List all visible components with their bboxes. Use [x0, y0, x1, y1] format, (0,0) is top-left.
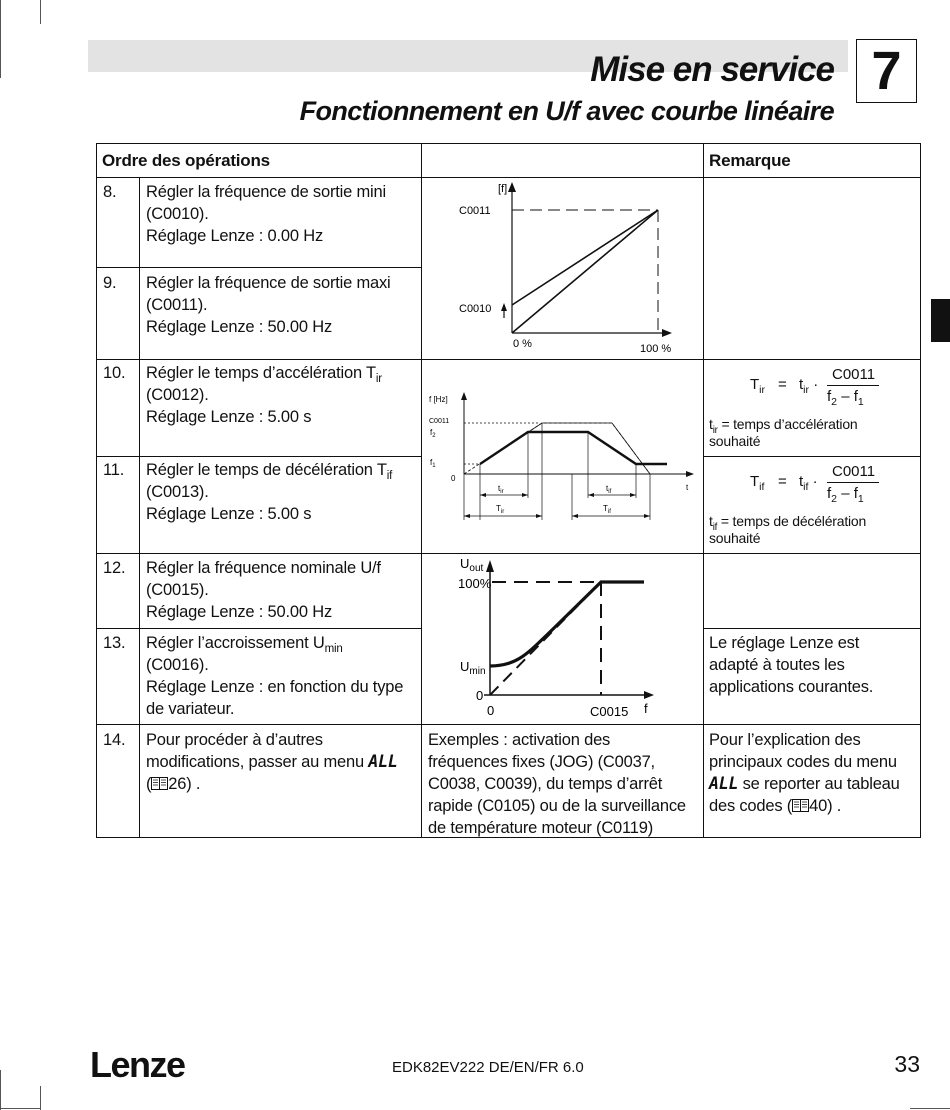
formula-symbol: T — [750, 473, 760, 490]
step-line: (C0010). — [146, 205, 209, 223]
examples-text — [428, 729, 686, 839]
y-axis-arrow — [508, 182, 516, 192]
c0011-label: C0011 — [429, 418, 450, 425]
ramp-ideal — [480, 423, 650, 474]
step-number: 11. — [103, 461, 125, 479]
uf-curve — [490, 582, 644, 666]
arrowhead — [588, 493, 594, 497]
subscript: 2 — [831, 493, 838, 505]
formula-dot: · — [813, 376, 819, 393]
formula-numerator: C0011 — [832, 463, 876, 480]
step-line — [146, 751, 398, 773]
step-text — [146, 557, 381, 623]
subscript: ir — [803, 384, 810, 396]
y-origin-label: 0 — [476, 688, 484, 703]
step-line: (C0013). — [146, 483, 209, 501]
subscript: 2 — [831, 396, 838, 408]
table-border — [139, 177, 140, 838]
step-line: Réglage Lenze : en fonction du type — [146, 678, 404, 696]
Tif-label: $T_{if}$ — [603, 504, 611, 515]
subscript: if — [386, 470, 393, 482]
examples-line: rapide (C0105) ou de la surveillance — [428, 797, 686, 815]
remark-line: Pour l’explication des — [709, 731, 861, 749]
formula-minus: – — [841, 485, 850, 502]
y-axis-label: f [Hz] — [429, 395, 448, 404]
y-axis-label: [f] — [498, 183, 508, 195]
subscript: if — [759, 481, 765, 493]
remark-line: adapté à toutes les — [709, 656, 845, 674]
examples-line: C0038, C0039), du temps d’arrêt — [428, 775, 663, 793]
fraction-bar — [827, 385, 879, 386]
formula-symbol: f — [827, 485, 832, 502]
step-number: 13. — [103, 634, 126, 652]
remark-line: Le réglage Lenze est — [709, 634, 860, 652]
c0011-label: C0011 — [459, 205, 491, 217]
subscript: if — [803, 481, 809, 493]
step-line: Réglage Lenze : 5.00 s — [146, 505, 312, 523]
chapter-number: 7 — [856, 39, 917, 103]
step-line: Réglage Lenze : 5.00 s — [146, 408, 312, 426]
step-line: (C0016). — [146, 656, 209, 674]
menu-code-display: ALL — [709, 774, 739, 793]
document-number: EDK82EV222 DE/EN/FR 6.0 — [392, 1059, 584, 1076]
arrowhead — [480, 493, 486, 497]
arrowhead — [644, 514, 650, 518]
crop-mark — [0, 1108, 40, 1109]
formula-equals: = — [778, 376, 787, 393]
formula-minus: – — [841, 388, 850, 405]
crop-mark — [0, 0, 1, 78]
x-origin-label: 0 — [487, 703, 495, 718]
menu-code-display: ALL — [368, 752, 398, 771]
curve-with-min — [512, 210, 658, 305]
f2-label: $f_2$ — [430, 428, 436, 439]
table-border — [920, 143, 921, 838]
x-axis-arrow — [644, 691, 654, 699]
uf-characteristic-diagram — [422, 554, 703, 724]
step-line: ( 26) . — [146, 775, 201, 793]
step-line: Régler la fréquence de sortie maxi — [146, 274, 391, 292]
remark-line: souhaité — [709, 433, 761, 449]
table-border — [96, 456, 421, 457]
remark-text: ) . — [827, 797, 842, 815]
crop-mark — [40, 0, 41, 24]
step-line-text: Régler le temps de décélération T — [146, 461, 387, 479]
fraction-bar — [827, 482, 879, 483]
f-axis-label: f — [644, 701, 648, 716]
arrowhead — [536, 514, 542, 518]
step-line: Pour procéder à d’autres — [146, 731, 323, 749]
subscript: min — [324, 643, 343, 655]
x-axis-arrow — [686, 471, 694, 477]
step-number: 10. — [103, 364, 126, 382]
formula-rhs — [799, 473, 818, 493]
step-line: Réglage Lenze : 0.00 Hz — [146, 227, 324, 245]
step-number: 14. — [103, 731, 126, 749]
x-tick-label: 0 % — [513, 338, 532, 350]
step-number: 9. — [103, 274, 117, 292]
book-icon — [151, 777, 168, 790]
formula-symbol: f — [853, 485, 858, 502]
frequency-range-diagram — [422, 178, 703, 359]
y-axis-arrow — [461, 392, 467, 400]
tif-label: $t_{if}$ — [606, 484, 612, 495]
step-line-text: . — [191, 775, 201, 793]
formula-lhs — [750, 376, 766, 396]
step-line: de variateur. — [146, 700, 235, 718]
subscript: ir — [759, 384, 766, 396]
formula-lhs — [750, 473, 765, 493]
examples-line: fréquences fixes (JOG) (C0037, — [428, 753, 655, 771]
x-axis-arrow — [662, 329, 672, 337]
formula-rhs — [799, 376, 819, 396]
step-line-text: Régler l’accroissement U — [146, 634, 325, 652]
x-tick-label: 100 % — [640, 343, 672, 355]
arrowhead — [464, 514, 470, 518]
table-border — [96, 143, 921, 144]
remark-line: applications courantes. — [709, 678, 874, 696]
step-text — [146, 272, 391, 338]
step-number: 8. — [103, 183, 117, 201]
page-number: 33 — [894, 1051, 920, 1077]
step-line — [146, 632, 403, 654]
step-line-text: modifications, passer au menu — [146, 753, 369, 771]
step-number: 12. — [103, 559, 126, 577]
step-text — [146, 729, 398, 795]
curve-from-zero — [512, 210, 658, 333]
umin-label: $U_{min}$ — [460, 659, 486, 677]
book-icon — [792, 799, 809, 812]
origin-label: 0 — [451, 474, 456, 483]
crop-mark — [40, 1086, 41, 1110]
formula-equals: = — [778, 473, 787, 490]
formula-symbol: t — [799, 473, 804, 490]
table-border — [96, 267, 421, 268]
remark-decel — [709, 513, 866, 547]
step-line: (C0015). — [146, 581, 209, 599]
remark-line: principaux codes du menu — [709, 753, 897, 771]
arrowhead — [522, 493, 528, 497]
step-line — [146, 459, 392, 481]
page-reference: 26 — [168, 775, 187, 793]
100-percent-label: 100% — [458, 576, 492, 591]
step-line: Régler la fréquence de sortie mini — [146, 183, 386, 201]
page-subtitle: Fonctionnement en U/f avec courbe linéaire — [299, 96, 834, 126]
subscript: 1 — [857, 396, 864, 408]
formula-symbol: f — [853, 388, 858, 405]
c0015-label: C0015 — [590, 704, 629, 719]
remark-text: = temps de décélération — [717, 513, 867, 529]
step-text — [146, 181, 386, 247]
subscript: ir — [375, 373, 382, 385]
remark-line — [709, 795, 900, 817]
formula-symbol: t — [799, 376, 804, 393]
crop-mark — [910, 1108, 950, 1109]
lenze-logo: Lenze — [90, 1044, 185, 1085]
t-axis-label: t — [686, 483, 689, 492]
formula-dot: · — [812, 473, 818, 490]
step-text — [146, 632, 403, 720]
remark-line: souhaité — [709, 530, 761, 546]
tir-label: $t_{ir}$ — [498, 484, 504, 495]
table-border — [96, 724, 921, 725]
step-line: (C0012). — [146, 386, 209, 404]
subscript: if — [712, 522, 718, 533]
subscript: ir — [712, 425, 718, 436]
step-line: Réglage Lenze : 50.00 Hz — [146, 603, 332, 621]
formula-symbol: t — [709, 416, 713, 432]
ramp-dashed — [464, 423, 650, 474]
formula-numerator: C0011 — [832, 366, 876, 383]
remark-menu — [709, 729, 900, 817]
remark-text: se reporter au tableau — [738, 775, 900, 793]
formula-symbol: t — [709, 513, 713, 529]
step-line: (C0011). — [146, 296, 208, 314]
step-line — [146, 362, 382, 384]
ramp-time-diagram — [422, 360, 703, 553]
column-header-remarks: Remarque — [709, 151, 791, 170]
remark-text: des codes ( — [709, 797, 793, 815]
page-reference: 40 — [809, 797, 828, 815]
formula-symbol: f — [827, 388, 832, 405]
table-border — [703, 628, 921, 629]
examples-line: de température moteur (C0119) — [428, 819, 654, 837]
examples-line: Exemples : activation des — [428, 731, 611, 749]
remark-text: = temps d’accélération — [717, 416, 858, 432]
chapter-tab-marker — [931, 299, 950, 342]
remark-boost — [709, 632, 873, 698]
formula-symbol: T — [750, 376, 760, 393]
subscript: 1 — [857, 493, 864, 505]
formula-denominator — [827, 485, 864, 505]
step-line: Réglage Lenze : 50.00 Hz — [146, 318, 332, 336]
step-text — [146, 459, 392, 525]
remark-line — [709, 416, 858, 436]
table-border — [96, 628, 421, 629]
step-line-text: Régler le temps d’accélération T — [146, 364, 376, 382]
column-header-operations: Ordre des opérations — [102, 151, 270, 170]
table-border — [703, 143, 704, 838]
remark-line — [709, 773, 900, 795]
arrowhead — [630, 493, 636, 497]
arrowhead — [572, 514, 578, 518]
table-border — [96, 143, 97, 838]
formula-denominator — [827, 388, 864, 408]
step-line: Régler la fréquence nominale U/f — [146, 559, 381, 577]
y-axis-arrow — [486, 560, 494, 572]
remark-accel — [709, 416, 858, 450]
table-border — [703, 456, 921, 457]
remark-line — [709, 513, 867, 533]
step-text — [146, 362, 382, 428]
y-axis-label: $U_{out}$ — [460, 556, 484, 574]
crop-mark — [0, 1070, 1, 1110]
page-title: Mise en service — [590, 50, 834, 89]
c0010-label: C0010 — [459, 303, 492, 315]
Tir-label: $T_{ir}$ — [496, 504, 505, 515]
f1-label: $f_1$ — [430, 458, 436, 469]
